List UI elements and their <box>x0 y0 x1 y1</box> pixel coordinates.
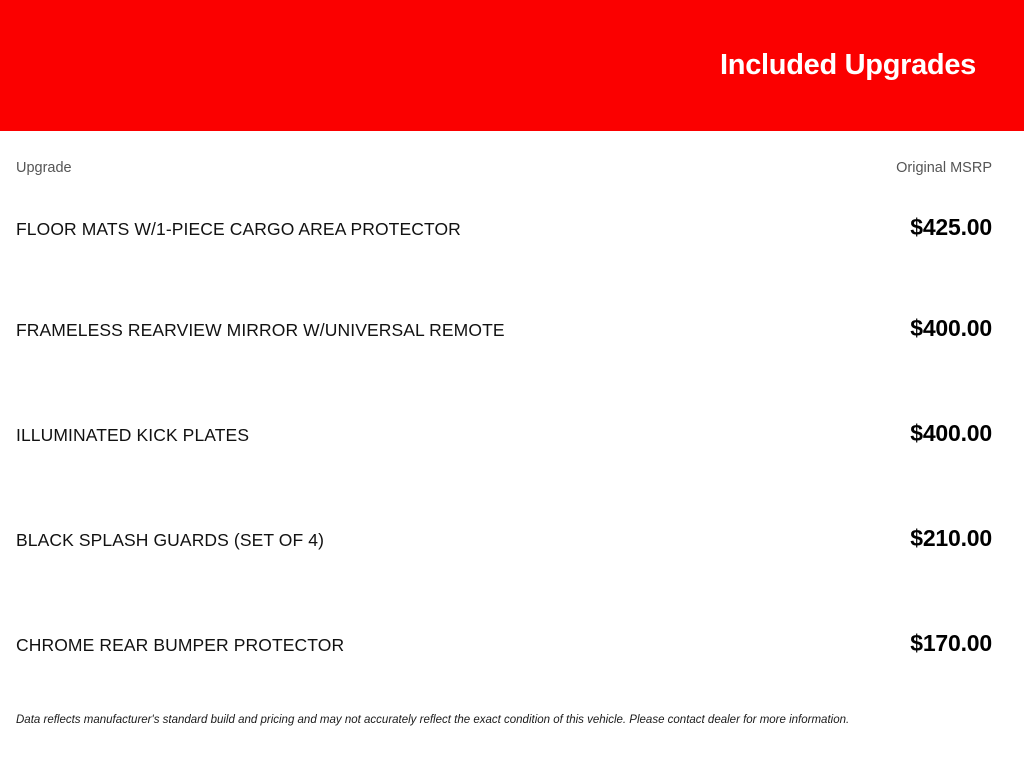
disclaimer-text: Data reflects manufacturer's standard build and pricing and may not accurately reflect the exact condition of this vehicle. Please contact dealer for more information. <box>16 714 850 727</box>
table-row <box>16 386 992 491</box>
table-row <box>16 491 992 596</box>
upgrades-table <box>0 131 1024 713</box>
upgrade-price: $400.00 <box>910 315 992 341</box>
upgrade-name: ILLUMINATED KICK PLATES <box>16 425 250 445</box>
upgrade-name: FRAMELESS REARVIEW MIRROR W/UNIVERSAL REMOTE <box>16 320 505 340</box>
upgrade-name: CHROME REAR BUMPER PROTECTOR <box>16 635 345 655</box>
table-column-headers <box>16 131 992 176</box>
table-rows <box>16 176 992 701</box>
page-header <box>0 0 1024 131</box>
upgrade-name: FLOOR MATS W/1-PIECE CARGO AREA PROTECTOR <box>16 219 461 239</box>
upgrade-price: $400.00 <box>910 420 992 446</box>
table-row <box>16 176 992 281</box>
upgrade-price: $425.00 <box>910 214 992 240</box>
column-header-upgrade: Upgrade <box>16 160 72 176</box>
upgrade-price: $170.00 <box>910 630 992 656</box>
page-title: Included Upgrades <box>720 48 976 81</box>
table-row <box>16 281 992 386</box>
upgrade-price: $210.00 <box>910 525 992 551</box>
upgrade-name: BLACK SPLASH GUARDS (SET OF 4) <box>16 530 325 550</box>
column-header-msrp: Original MSRP <box>896 160 992 176</box>
table-row <box>16 596 992 701</box>
